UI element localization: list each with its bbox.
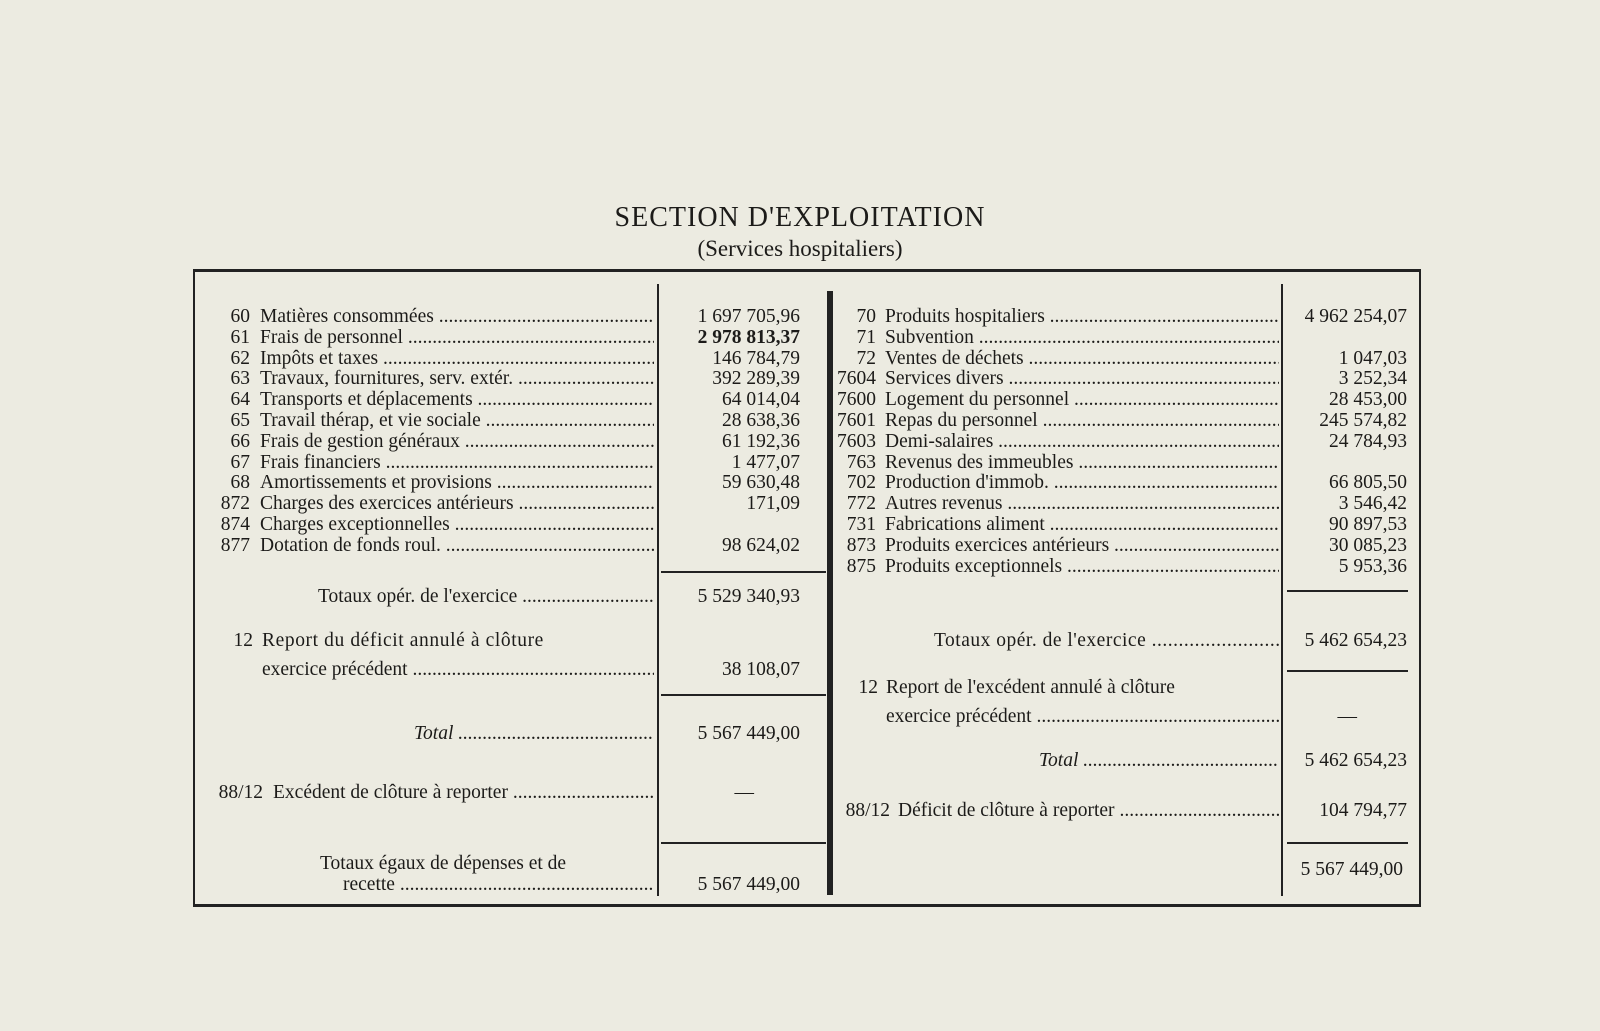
account-label: Production d'immob. ..... [885, 472, 1279, 493]
right-deficit-label: Déficit de clôture à reporter ..... [898, 800, 1279, 821]
account-code: 62 [230, 347, 250, 369]
account-label: Charges des exercices antérieurs ..... [260, 493, 654, 514]
right-total-label: Total ..... [1039, 750, 1279, 771]
right-report-line2: exercice précédent ..... [886, 706, 1279, 727]
account-code: 877 [220, 534, 250, 556]
account-value: 24 784,93 [1329, 430, 1407, 452]
account-label: Frais de gestion généraux ..... [260, 431, 654, 452]
left-egaux-line1: Totaux égaux de dépenses et de [320, 853, 567, 874]
account-label: Matières consommées ..... [260, 306, 654, 327]
left-excedent-label: Excédent de clôture à reporter ..... [273, 782, 654, 803]
account-label: Fabrications aliment ..... [885, 514, 1279, 535]
account-value: 66 805,50 [1329, 472, 1407, 494]
left-report-line2: exercice précédent ..... [262, 659, 654, 680]
account-value: 3 252,34 [1338, 368, 1407, 390]
account-value: 1 477,07 [731, 451, 800, 473]
right-report-line1: Report de l'excédent annulé à clôture [886, 677, 1175, 698]
account-code: 7604 [837, 368, 876, 390]
account-label: Autres revenus ..... [885, 493, 1279, 514]
account-label: Amortissements et provisions ..... [260, 472, 654, 493]
account-value: 146 784,79 [712, 347, 800, 369]
left-report-line1: Report du déficit annulé à clôture [262, 630, 544, 651]
account-label: Demi-salaires ..... [885, 431, 1279, 452]
account-label: Charges exceptionnelles ..... [260, 514, 654, 535]
account-value: 245 574,82 [1319, 410, 1407, 431]
account-code: 68 [230, 472, 250, 494]
account-value: 28 638,36 [722, 410, 800, 431]
account-label: Repas du personnel ..... [885, 410, 1279, 431]
right-total-value: 5 462 654,23 [1304, 750, 1407, 771]
left-totaux-value: 5 529 340,93 [697, 586, 800, 607]
account-value: 2 978 813,37 [697, 326, 800, 348]
account-value: 4 962 254,07 [1304, 306, 1407, 327]
account-code: 61 [230, 326, 250, 348]
account-label: Travail thérap, et vie sociale ..... [260, 410, 654, 431]
account-label: Dotation de fonds roul. ..... [260, 535, 654, 556]
right-final-value: 5 567 449,00 [1300, 859, 1403, 880]
right-final-rule [1287, 842, 1408, 844]
account-code: 7601 [837, 410, 876, 431]
right-report-value: — [1337, 706, 1357, 727]
account-code: 7603 [837, 430, 876, 452]
left-subtotal-rule [661, 571, 826, 573]
account-code: 772 [846, 493, 876, 515]
left-report-value: 38 108,07 [722, 659, 800, 680]
account-value: 90 897,53 [1329, 514, 1407, 535]
left-egaux-value: 5 567 449,00 [697, 874, 800, 895]
account-code: 70 [856, 306, 876, 327]
account-value: 3 546,42 [1338, 493, 1407, 515]
account-code: 67 [230, 451, 250, 473]
account-code: 72 [856, 347, 876, 369]
account-label: Produits exercices antérieurs ..... [885, 535, 1279, 556]
account-code: 66 [230, 430, 250, 452]
account-label: Frais financiers ..... [260, 452, 654, 473]
left-total-value: 5 567 449,00 [697, 723, 800, 744]
account-value: 28 453,00 [1329, 389, 1407, 411]
section-subtitle: (Services hospitaliers) [697, 236, 903, 261]
account-label: Travaux, fournitures, serv. extér. ..... [260, 368, 654, 389]
left-total-label: Total ..... [414, 723, 654, 744]
right-value-column-rule [1281, 284, 1283, 896]
left-report-code: 12 [233, 630, 253, 651]
right-deficit-value: 104 794,77 [1319, 800, 1407, 821]
account-code: 763 [846, 451, 876, 473]
left-excedent-value: — [734, 782, 754, 803]
account-value: 171,09 [746, 493, 800, 515]
account-value: 30 085,23 [1329, 534, 1407, 556]
account-code: 64 [230, 389, 250, 411]
account-code: 875 [846, 555, 876, 577]
account-label: Subvention ..... [885, 327, 1279, 348]
right-total-rule [1287, 670, 1408, 672]
account-code: 65 [230, 410, 250, 431]
right-totaux-label: Totaux opér. de l'exercice ..... [934, 630, 1279, 651]
account-code: 71 [856, 326, 876, 348]
account-label: Services divers ..... [885, 368, 1279, 389]
account-label: Logement du personnel ..... [885, 389, 1279, 410]
account-value: 98 624,02 [722, 534, 800, 556]
section-title: SECTION D'EXPLOITATION [614, 202, 986, 233]
account-value: 392 289,39 [712, 368, 800, 390]
account-value: 1 047,03 [1338, 347, 1407, 369]
left-excedent-code: 88/12 [218, 782, 263, 803]
account-value: 1 697 705,96 [697, 306, 800, 327]
account-code: 873 [846, 534, 876, 556]
account-value: 5 953,36 [1338, 555, 1407, 577]
account-label: Transports et déplacements ..... [260, 389, 654, 410]
right-totaux-value: 5 462 654,23 [1304, 630, 1407, 651]
account-label: Revenus des immeubles ..... [885, 452, 1279, 473]
account-label: Ventes de déchets ..... [885, 348, 1279, 369]
account-code: 7600 [837, 389, 876, 411]
account-label: Impôts et taxes ..... [260, 348, 654, 369]
left-final-rule [661, 842, 826, 844]
account-label: Frais de personnel ..... [260, 327, 654, 348]
account-label: Produits hospitaliers ..... [885, 306, 1279, 327]
left-value-column-rule [657, 284, 659, 896]
account-code: 60 [230, 306, 250, 327]
account-code: 874 [220, 514, 250, 535]
right-deficit-code: 88/12 [845, 800, 890, 821]
account-code: 731 [846, 514, 876, 535]
right-report-code: 12 [858, 677, 878, 698]
account-value: 64 014,04 [722, 389, 800, 411]
left-egaux-line2: recette ..... [343, 874, 654, 895]
account-code: 702 [846, 472, 876, 494]
account-label: Produits exceptionnels ..... [885, 556, 1279, 577]
account-value: 59 630,48 [722, 472, 800, 494]
left-total-rule [661, 694, 826, 696]
account-value: 61 192,36 [722, 430, 800, 452]
left-totaux-label: Totaux opér. de l'exercice ..... [318, 586, 654, 607]
right-subtotal-rule [1287, 590, 1408, 592]
account-code: 63 [230, 368, 250, 390]
account-code: 872 [220, 493, 250, 515]
